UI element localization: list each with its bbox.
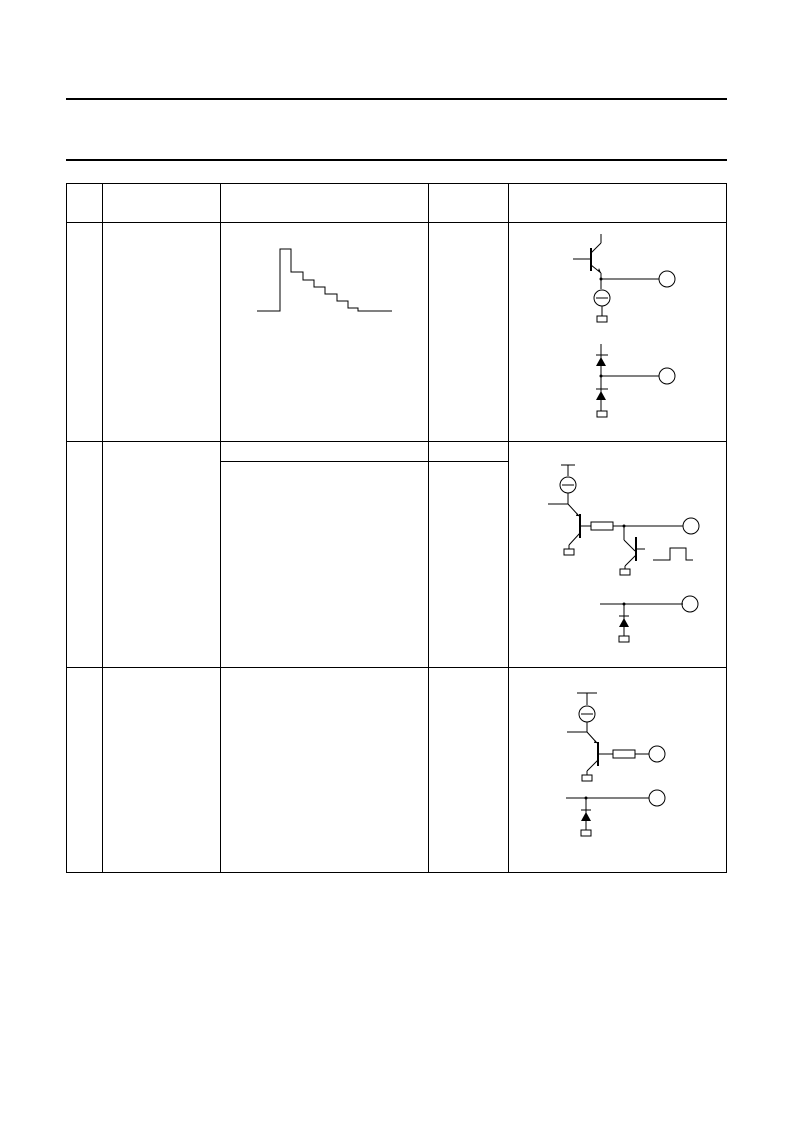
circuit-row-3: [566, 693, 665, 836]
circuit-row-1: [573, 234, 675, 417]
circuit-row-2: [548, 465, 699, 642]
table-frame: [67, 184, 727, 873]
staircase-waveform: [257, 249, 392, 311]
